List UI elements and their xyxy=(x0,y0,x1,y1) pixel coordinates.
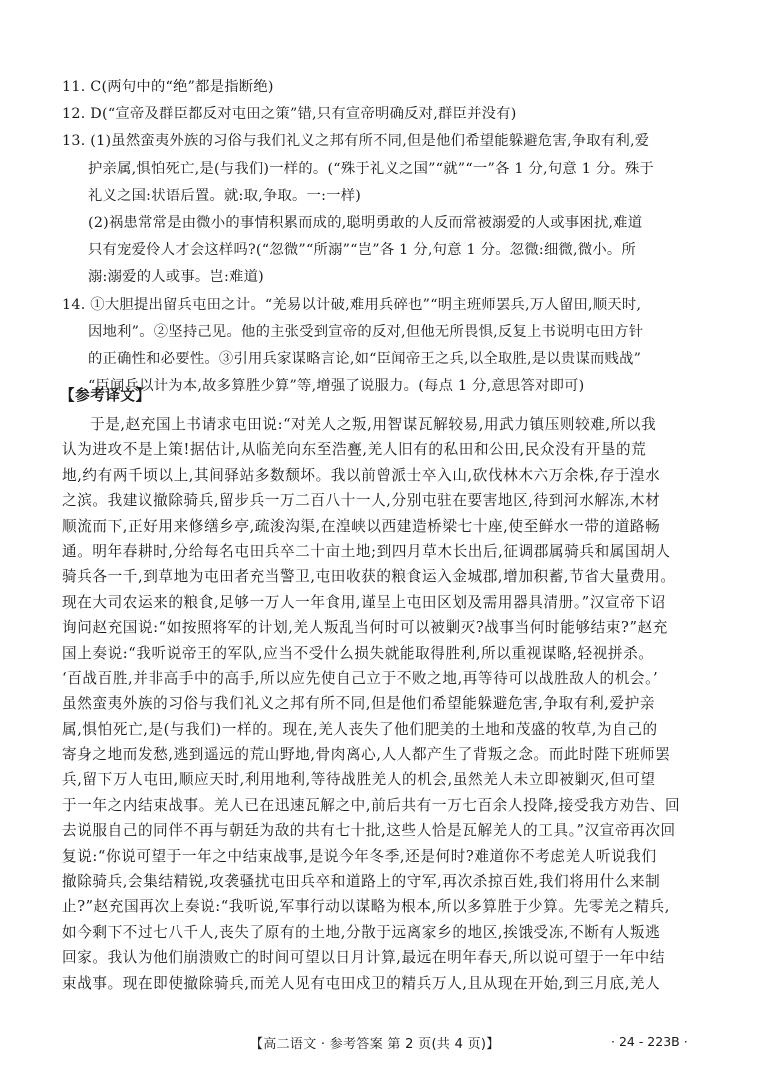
translation-line: 于是,赵充国上书请求屯田说:“对羌人之叛,用智谋瓦解较易,用武力镇压则较难,所以我 xyxy=(90,416,657,433)
translation-line: 撤除骑兵,会集结精锐,攻袭骚扰屯田兵卒和道路上的守军,再次杀掠百姓,我们将用什么来制 xyxy=(62,873,661,891)
translation-line: 询问赵充国说:“如按照将军的计划,羌人叛乱当何时可以被剿灭?战事当何时能够结束?”赵充 xyxy=(62,619,668,637)
translation-line: 兵,留下万人屯田,顺应天时,利用地利,等待战胜羌人的机会,虽然羌人未立即被剿灭,但可望 xyxy=(62,771,656,789)
answer-section xyxy=(62,74,712,400)
answer-14-line: 14. ①大胆提出留兵屯田之计。“羌易以计破,难用兵碎也”“明主班师罢兵,万人留田,顺天时, xyxy=(62,296,642,313)
translation-line: 骑兵各一千,到草地为屯田者充当警卫,屯田收获的粮食运入金城郡,增加积蓄,节省大量费用。 xyxy=(62,568,676,586)
translation-line: 之滨。我建议撤除骑兵,留步兵一万二百八十一人,分别屯驻在要害地区,待到河水解冻,木材 xyxy=(62,492,661,510)
page-footer: 【高二语文 · 参考答案 第 2 页(共 4 页)】 xyxy=(250,1037,500,1052)
answer-13-line: 只有宠爱伶人才会这样吗?(“忽微”“所溺”“岂”各 1 分,句意 1 分。忽微:细微,微小。所 xyxy=(88,242,637,259)
translation-line: 虽然蛮夷外族的习俗与我们礼义之邦有所不同,但是他们希望能躲避危害,争取有利,爱护亲 xyxy=(62,695,656,713)
translation-line: ‘百战百胜,并非高手中的高手,所以应先使自己立于不败之地,再等待可以战胜敌人的机会。’ xyxy=(62,669,659,687)
translation-line: 地,约有两千顷以上,其间驿站多数颓坏。我以前曾派士卒入山,砍伐林木六万余株,存于湟水 xyxy=(62,466,661,484)
translation-line: 止?”赵充国再次上奏说:“我听说,军事行动以谋略为根本,所以多算胜于少算。先零羌之精兵, xyxy=(62,898,670,916)
translation-line: 于一年之内结束战事。羌人已在迅速瓦解之中,前后共有一万七百余人投降,接受我方劝告、回 xyxy=(62,796,681,814)
translation-line: 国上奏说:“我听说帝王的军队,应当不受什么损失就能取得胜利,所以重视谋略,轻视拼杀。 xyxy=(62,644,654,662)
translation-line: 寄身之地而发愁,逃到遥远的荒山野地,骨肉离心,人人都产生了背叛之念。而此时陛下班师罢 xyxy=(62,746,671,764)
translation-line: 复说:“你说可望于一年之中结束战事,是说今年冬季,还是何时?难道你不考虑羌人听说我们 xyxy=(62,847,657,865)
answer-14-line: “臣闻兵以计为本,故多算胜少算”等,增强了说服力。(每点 1 分,意思答对即可) xyxy=(88,378,585,395)
answer-13-line: 13. (1)虽然蛮夷外族的习俗与我们礼义之邦有所不同,但是他们希望能躲避危害,争取有利,爱 xyxy=(62,133,650,150)
translation-line: 去说服自己的同伴不再与朝廷为敌的共有七十批,这些人恰是瓦解羌人的工具。”汉宣帝再次回 xyxy=(62,822,676,840)
answer-14-line: 的正确性和必要性。③引用兵家谋略言论,如“臣闻帝王之兵,以全取胜,是以贵谋而贱战” xyxy=(88,350,642,367)
translation-line: 回家。我认为他们崩溃败亡的时间可望以日月计算,最远在明年春天,所以说可望于一年中结 xyxy=(62,949,666,967)
answer-13-line: 护亲属,惧怕死亡,是(与我们)一样的。(“殊于礼义之国”“就”“一”各 1 分,句意 1 分。殊于 xyxy=(88,160,655,177)
answer-12: 12. D(“宣帝及群臣都反对屯田之策”错,只有宣帝明确反对,群臣并没有) xyxy=(62,106,517,123)
reference-translation-body xyxy=(62,412,722,996)
answer-14-line: 因地利”。②坚持己见。他的主张受到宣帝的反对,但他无所畏惧,反复上书说明屯田方针 xyxy=(88,323,644,340)
answer-11: 11. C(两句中的“绝”都是指断绝) xyxy=(62,79,274,95)
translation-line: 如今剩下不过七八千人,丧失了原有的土地,分散于远离家乡的地区,挨饿受冻,不断有人叛逃 xyxy=(62,923,661,941)
translation-line: 顺流而下,正好用来修缮乡亭,疏浚沟渠,在湟峡以西建造桥梁七十座,使至鲜水一带的道路畅 xyxy=(62,517,661,535)
translation-line: 认为进攻不是上策!据估计,从临羌向东至浩亹,羌人旧有的私田和公田,民众没有开垦的荒 xyxy=(62,441,647,459)
document-code: · 24 - 223B · xyxy=(611,1034,688,1049)
translation-line: 通。明年春耕时,分给每名屯田兵卒二十亩土地;到四月草木长出后,征调郡属骑兵和属国胡人 xyxy=(62,542,671,560)
answer-13-line: (2)祸患常常是由微小的事情积累而成的,聪明勇敢的人反而常被溺爱的人或事困扰,难道 xyxy=(88,214,643,231)
translation-line: 束战事。现在即使撤除骑兵,而羌人见有屯田戍卫的精兵万人,且从现在开始,到三月底,羌人 xyxy=(62,974,661,992)
translation-line: 属,惧怕死亡,是(与我们)一样的。现在,羌人丧失了他们肥美的土地和茂盛的牧草,为自己的 xyxy=(62,720,658,738)
answer-13-line: 礼义之国:状语后置。就:取,争取。一:一样) xyxy=(88,187,362,204)
translation-line: 现在大司农运来的粮食,足够一万人一年食用,谨呈上屯田区划及需用器具清册。”汉宣帝下诏 xyxy=(62,593,666,611)
answer-13-line: 溺:溺爱的人或事。岂:难道) xyxy=(88,269,264,286)
reference-translation-heading: 【参考译文】 xyxy=(60,387,151,404)
